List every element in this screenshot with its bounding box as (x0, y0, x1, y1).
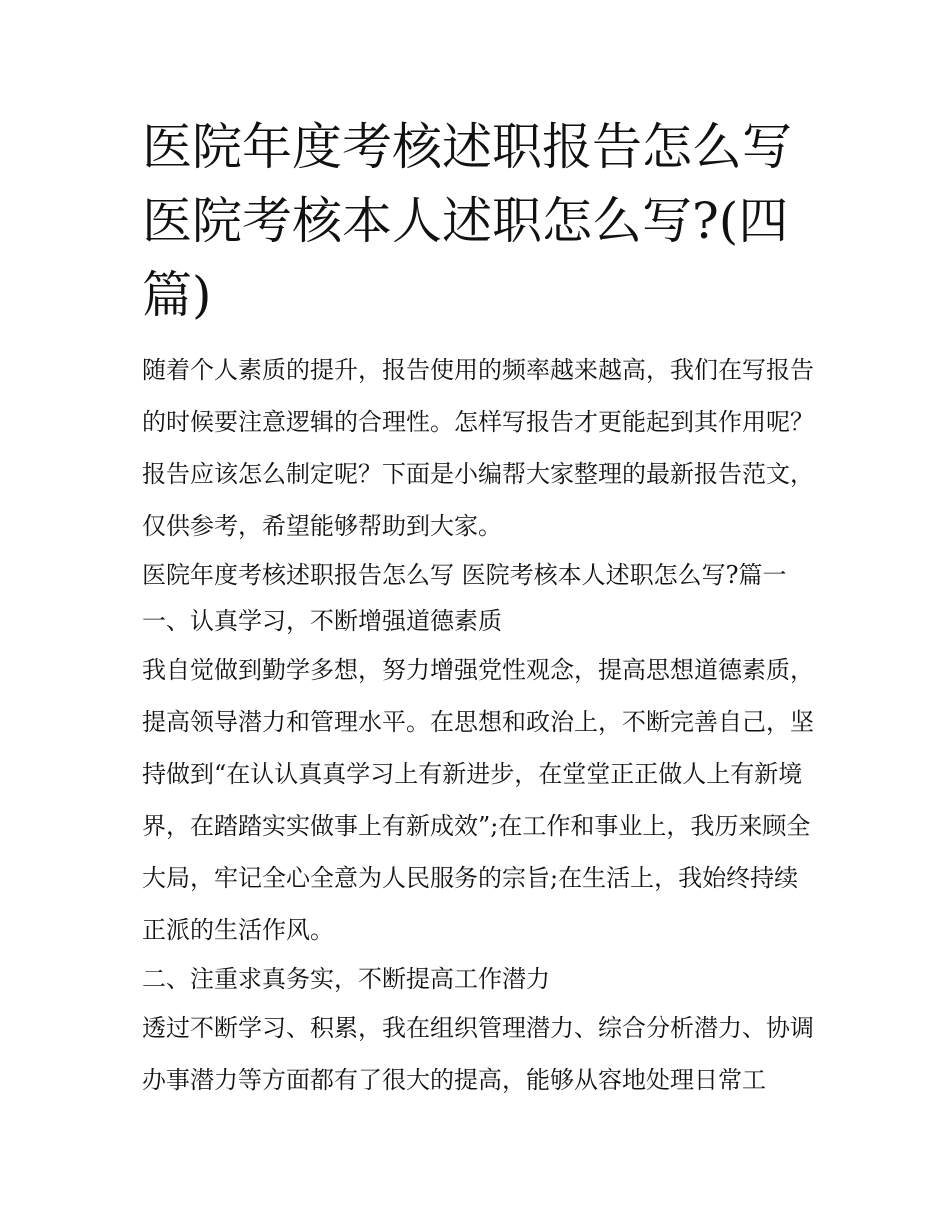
intro-paragraph: 随着个人素质的提升，报告使用的频率越来越高，我们在写报告的时候要注意逻辑的合理性。怎样写报告才更能起到其作用呢？报告应该怎么制定呢？下面是小编帮大家整理的最新报告范文，仅供参考，希望能够帮助到大家。 (142, 356, 814, 540)
heading-2: 二、注重求真务实，不断提高工作潜力 (142, 965, 550, 993)
document-title: 医院年度考核述职报告怎么写 医院考核本人述职怎么写?(四篇) (142, 118, 792, 324)
document-body (142, 110, 814, 1106)
paragraph-2: 透过不断学习、积累，我在组织管理潜力、综合分析潜力、协调办事潜力等方面都有了很大的提高，能够从容地处理日常工 (142, 1014, 814, 1094)
heading-1: 一、认真学习，不断增强道德素质 (142, 607, 502, 635)
paragraph-1: 我自觉做到勤学多想，努力增强党性观念，提高思想道德素质，提高领导潜力和管理水平。在思想和政治上，不断完善自己，坚持做到“在认认真真学习上有新进步，在堂堂正正做人上有新境界，在踏踏实实做事上有新成效”;在工作和事业上，我历来顾全大局，牢记全心全意为人民服务的宗旨;在生活上，我始终持续正派的生活作风。 (142, 656, 814, 944)
section-title: 医院年度考核述职报告怎么写 医院考核本人述职怎么写?篇一 (142, 561, 787, 589)
